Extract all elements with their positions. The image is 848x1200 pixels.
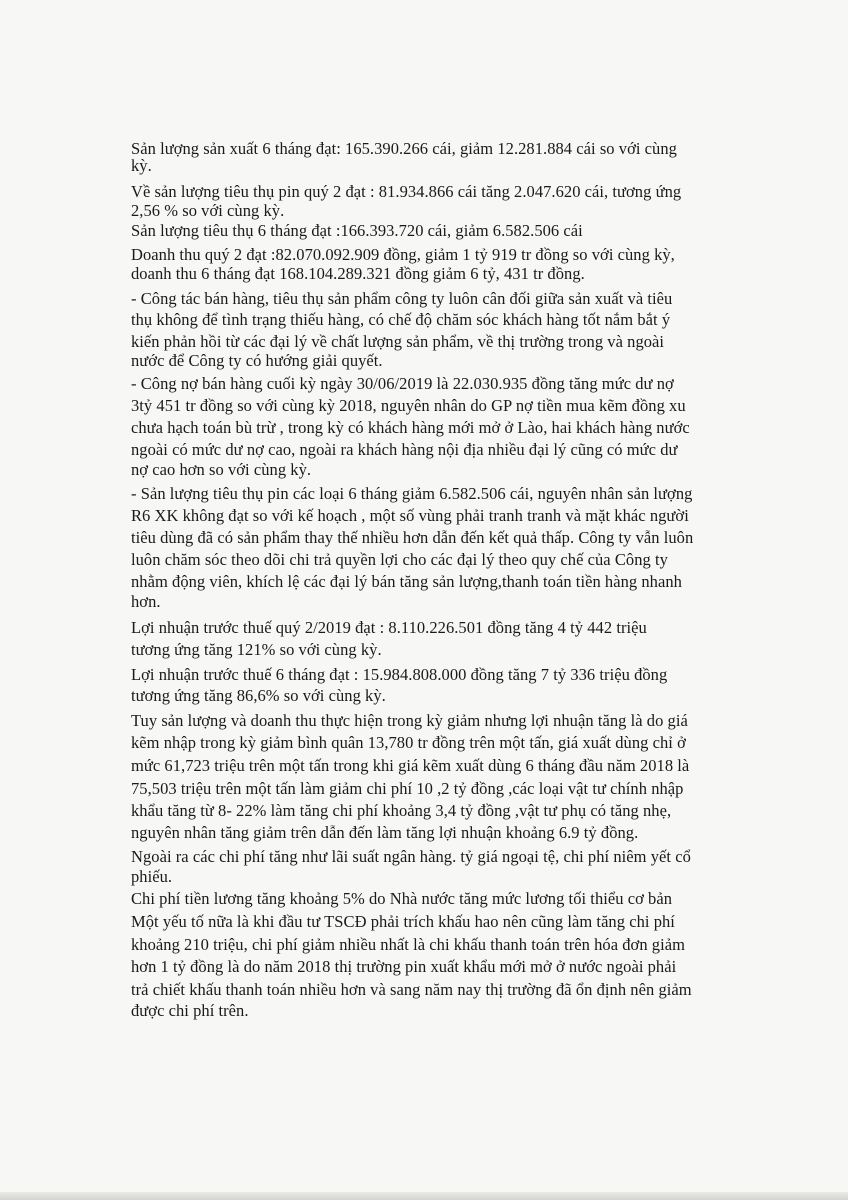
scan-bottom-edge (0, 1192, 848, 1200)
text-line: được chi phí trên. (131, 1001, 249, 1020)
text-line: trả chiết khấu thanh toán nhiều hơn và sang năm nay thị trường đã ổn định nên giảm (131, 980, 692, 999)
text-line: nhằm động viên, khích lệ các đại lý bán tăng sản lượng,thanh toán tiền hàng nhanh (131, 572, 682, 591)
text-line: nợ cao hơn so với cùng kỳ. (131, 460, 312, 479)
text-line: 75,503 triệu trên một tấn làm giảm chi phí 10 ,2 tỷ đồng ,các loại vật tư chính nhập (131, 779, 684, 798)
text-line: khẩu tăng từ 8- 22% làm tăng chi phí khoảng 3,4 tỷ đồng ,vật tư phụ có tăng nhẹ, (131, 801, 672, 820)
text-line: nước để Công ty có hướng giải quyết. (131, 351, 383, 370)
text-line: doanh thu 6 tháng đạt 168.104.289.321 đồng giảm 6 tỷ, 431 tr đồng. (131, 264, 585, 283)
text-line: kỳ. (131, 156, 152, 175)
text-line: ngoài có mức dư nợ cao, ngoài ra khách hàng nội địa nhiều đại lý cũng có mức dư (131, 440, 678, 459)
text-line: tiêu dùng đã có sản phẩm thay thế nhiều hơn dẫn đến kết quả thấp. Công ty vẫn luôn (131, 528, 694, 547)
text-line: 3tỷ 451 tr đồng so với cùng kỳ 2018, nguyên nhân do GP nợ tiền mua kẽm đồng xu (131, 396, 686, 415)
text-line: phiếu. (131, 867, 173, 886)
text-line: thụ không để tình trạng thiếu hàng, có chế độ chăm sóc khách hàng tốt nắm bắt ý (131, 310, 671, 329)
text-line: luôn chăm sóc theo dõi chi trả quyền lợi cho các đại lý theo quy chế của Công ty (131, 550, 668, 569)
text-line: Về sản lượng tiêu thụ pin quý 2 đạt : 81.934.866 cái tăng 2.047.620 cái, tương ứng (131, 182, 682, 201)
text-line: Sản lượng tiêu thụ 6 tháng đạt :166.393.720 cái, giảm 6.582.506 cái (131, 221, 583, 240)
text-line: - Công tác bán hàng, tiêu thụ sản phẩm công ty luôn cân đối giữa sản xuất và tiêu (131, 289, 673, 308)
text-line: khoảng 210 triệu, chi phí giảm nhiều nhất là chi khấu thanh toán trên hóa đơn giảm (131, 935, 685, 954)
text-line: hơn. (131, 592, 161, 611)
text-line: R6 XK không đạt so với kế hoạch , một số vùng phải tranh tranh và mặt khác người (131, 506, 689, 525)
text-line: Doanh thu quý 2 đạt :82.070.092.909 đồng, giảm 1 tỷ 919 tr đồng so với cùng kỳ, (131, 245, 675, 264)
text-line: Ngoài ra các chi phí tăng như lãi suất ngân hàng. tỷ giá ngoại tệ, chi phí niêm yết cổ (131, 847, 691, 866)
text-line: Sản lượng sản xuất 6 tháng đạt: 165.390.266 cái, giảm 12.281.884 cái so với cùng (131, 139, 677, 158)
text-line: mức 61,723 triệu trên một tấn trong khi giá kẽm xuất dùng 6 tháng đầu năm 2018 là (131, 756, 690, 775)
text-line: chưa hạch toán bù trừ , trong kỳ có khách hàng mới mở ở Lào, hai khách hàng nước (131, 418, 690, 437)
text-line: Một yếu tố nữa là khi đầu tư TSCĐ phải trích khấu hao nên cũng làm tăng chi phí (131, 912, 675, 931)
text-line: tương ứng tăng 121% so với cùng kỳ. (131, 640, 382, 659)
text-line: hơn 1 tỷ đồng là do năm 2018 thị trường pin xuất khẩu mới mở ở nước ngoài phải (131, 957, 677, 976)
text-line: Tuy sản lượng và doanh thu thực hiện trong kỳ giảm nhưng lợi nhuận tăng là do giá (131, 711, 688, 730)
text-line: Chi phí tiền lương tăng khoảng 5% do Nhà nước tăng mức lương tối thiểu cơ bản (131, 889, 673, 908)
text-line: Lợi nhuận trước thuế 6 tháng đạt : 15.984.808.000 đồng tăng 7 tỷ 336 triệu đồng (131, 665, 668, 684)
text-line: nguyên nhân tăng giảm trên dẫn đến làm tăng lợi nhuận khoảng 6.9 tỷ đồng. (131, 823, 639, 842)
text-line: Lợi nhuận trước thuế quý 2/2019 đạt : 8.110.226.501 đồng tăng 4 tỷ 442 triệu (131, 618, 647, 637)
text-line: - Công nợ bán hàng cuối kỳ ngày 30/06/2019 là 22.030.935 đồng tăng mức dư nợ (131, 374, 674, 393)
text-line: kẽm nhập trong kỳ giảm bình quân 13,780 tr đồng trên một tấn, giá xuất dùng chỉ ở (131, 733, 686, 752)
text-line: 2,56 % so với cùng kỳ. (131, 201, 285, 220)
text-line: kiến phản hồi từ các đại lý về chất lượng sản phẩm, về thị trường trong và ngoài (131, 332, 665, 351)
text-line: - Sản lượng tiêu thụ pin các loại 6 tháng giảm 6.582.506 cái, nguyên nhân sản lượng (131, 484, 693, 503)
text-line: tương ứng tăng 86,6% so với cùng kỳ. (131, 686, 386, 705)
